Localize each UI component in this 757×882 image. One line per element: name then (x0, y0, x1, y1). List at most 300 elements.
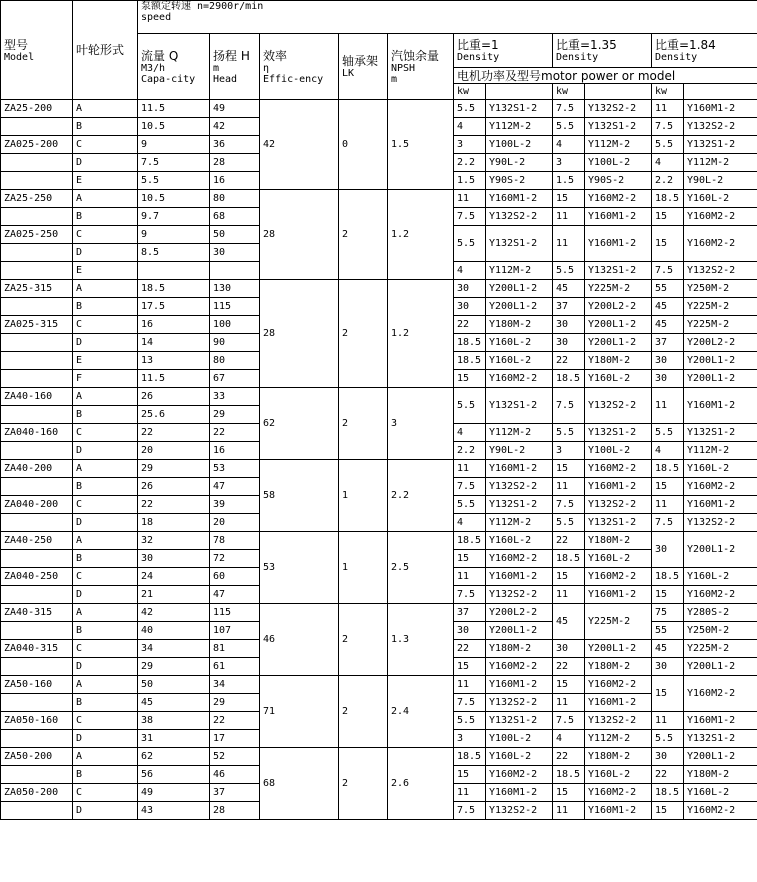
motor1-cell: Y112M-2 (486, 514, 553, 532)
motor2-cell: Y100L-2 (585, 154, 652, 172)
impeller-cell: B (73, 406, 138, 424)
kw2-cell: 18.5 (553, 766, 585, 784)
impeller-cell: B (73, 298, 138, 316)
efficiency-cell: 62 (260, 388, 339, 460)
model-cell (1, 802, 73, 820)
table-row (1, 460, 757, 478)
kw3-cell: 5.5 (652, 424, 684, 442)
motor1-cell: Y112M-2 (486, 262, 553, 280)
impeller-cell: E (73, 172, 138, 190)
motor2-cell: Y160L-2 (585, 370, 652, 388)
head-cell: 61 (210, 658, 260, 676)
kw2-cell: 5.5 (553, 118, 585, 136)
flow-cell: 8.5 (138, 244, 210, 262)
kw2-cell: 3 (553, 442, 585, 460)
model-cell (1, 622, 73, 640)
motor3-cell: Y160M1-2 (684, 496, 757, 514)
kw2-cell: 7.5 (553, 388, 585, 424)
efficiency-cell: 46 (260, 604, 339, 676)
kw2-cell: 15 (553, 460, 585, 478)
kw3-cell: 15 (652, 208, 684, 226)
flow-cell: 9 (138, 226, 210, 244)
model-cell: ZA040-250 (1, 568, 73, 586)
kw1-cell: 4 (454, 424, 486, 442)
head-cell: 16 (210, 442, 260, 460)
kw3-cell: 15 (652, 478, 684, 496)
impeller-cell: C (73, 136, 138, 154)
kw2-cell: 11 (553, 208, 585, 226)
motor2-cell: Y160M2-2 (585, 784, 652, 802)
motor2-cell: Y90S-2 (585, 172, 652, 190)
head-cell: 16 (210, 172, 260, 190)
motor2-cell: Y225M-2 (585, 280, 652, 298)
efficiency-cell: 53 (260, 532, 339, 604)
motor1-cell: Y200L1-2 (486, 622, 553, 640)
model-header-cn: 型号 (4, 37, 29, 52)
motor1-cell: Y112M-2 (486, 424, 553, 442)
model-cell: ZA40-315 (1, 604, 73, 622)
model-header-en: Model (4, 51, 35, 63)
kw3-cell: 2.2 (652, 172, 684, 190)
motor3-cell: Y132S1-2 (684, 424, 757, 442)
npsh-cell: 1.3 (388, 604, 454, 676)
kw2-cell: 11 (553, 226, 585, 262)
impeller-cell: A (73, 190, 138, 208)
kw3-cell: 15 (652, 226, 684, 262)
flow-cell: 7.5 (138, 154, 210, 172)
kw2-cell: 1.5 (553, 172, 585, 190)
motor2-cell: Y180M-2 (585, 658, 652, 676)
head-cell: 80 (210, 190, 260, 208)
kw3-cell: 7.5 (652, 118, 684, 136)
head-cell: 22 (210, 712, 260, 730)
motor3-cell: Y225M-2 (684, 316, 757, 334)
kw3-cell: 18.5 (652, 190, 684, 208)
flow-cell: 62 (138, 748, 210, 766)
motor3-cell: Y200L1-2 (684, 352, 757, 370)
kw1-cell: 11 (454, 460, 486, 478)
motor3-cell: Y160M1-2 (684, 388, 757, 424)
table-body (1, 100, 757, 820)
kw1-cell: 7.5 (454, 802, 486, 820)
model-cell: ZA040-200 (1, 496, 73, 514)
motor2-cell: Y160M1-2 (585, 478, 652, 496)
impeller-cell: D (73, 154, 138, 172)
head-cell: 115 (210, 298, 260, 316)
kw1-cell: 22 (454, 640, 486, 658)
kw3-cell: 4 (652, 442, 684, 460)
motor1-cell: Y132S2-2 (486, 478, 553, 496)
motor2-cell: Y132S1-2 (585, 262, 652, 280)
bearing-cell: 2 (339, 748, 388, 820)
model-cell: ZA25-200 (1, 100, 73, 118)
head-cell: 47 (210, 586, 260, 604)
motor3-cell: Y112M-2 (684, 154, 757, 172)
model-header (1, 1, 73, 100)
motor3-cell: Y160L-2 (684, 784, 757, 802)
flow-header: 流量 Q M3/h Capa-city (138, 34, 210, 100)
kw3-cell: 5.5 (652, 136, 684, 154)
kw3-cell: 75 (652, 604, 684, 622)
motor2-cell: Y200L2-2 (585, 298, 652, 316)
motor1-cell: Y160L-2 (486, 334, 553, 352)
kw1-cell: 5.5 (454, 226, 486, 262)
impeller-cell: C (73, 640, 138, 658)
motor3-cell: Y225M-2 (684, 298, 757, 316)
motor1-cell: Y132S1-2 (486, 226, 553, 262)
kw2-cell: 7.5 (553, 100, 585, 118)
flow-cell: 50 (138, 676, 210, 694)
flow-cell: 40 (138, 622, 210, 640)
motor1-cell: Y160L-2 (486, 532, 553, 550)
model-cell (1, 658, 73, 676)
table-row (1, 676, 757, 694)
kw1-cell: 15 (454, 658, 486, 676)
motor2-cell: Y132S1-2 (585, 514, 652, 532)
kw3-cell: 30 (652, 748, 684, 766)
impeller-cell: B (73, 694, 138, 712)
head-cell: 30 (210, 244, 260, 262)
motor1-cell: Y90S-2 (486, 172, 553, 190)
motor3-cell: Y160M2-2 (684, 586, 757, 604)
flow-cell: 17.5 (138, 298, 210, 316)
impeller-cell: D (73, 658, 138, 676)
head-cell: 115 (210, 604, 260, 622)
model-cell (1, 298, 73, 316)
kw1-cell: 11 (454, 784, 486, 802)
head-cell: 47 (210, 478, 260, 496)
kw3-cell: 30 (652, 370, 684, 388)
motor2-cell: Y112M-2 (585, 730, 652, 748)
motor3-cell: Y225M-2 (684, 640, 757, 658)
kw2-cell: 7.5 (553, 712, 585, 730)
bearing-cell: 2 (339, 190, 388, 280)
motor1-cell: Y100L-2 (486, 136, 553, 154)
flow-cell: 43 (138, 802, 210, 820)
motor3-cell: Y200L1-2 (684, 748, 757, 766)
motor1-cell: Y180M-2 (486, 316, 553, 334)
flow-cell: 10.5 (138, 118, 210, 136)
kw1-cell: 30 (454, 280, 486, 298)
kw1-cell: 15 (454, 766, 486, 784)
kw2-cell: 5.5 (553, 262, 585, 280)
model-cell (1, 370, 73, 388)
head-cell: 78 (210, 532, 260, 550)
model-header-1 (486, 84, 553, 100)
motor2-cell: Y132S2-2 (585, 100, 652, 118)
motor3-cell: Y160M1-2 (684, 712, 757, 730)
efficiency-cell: 58 (260, 460, 339, 532)
model-cell (1, 352, 73, 370)
motor1-cell: Y132S2-2 (486, 586, 553, 604)
kw1-cell: 18.5 (454, 352, 486, 370)
kw2-cell: 22 (553, 748, 585, 766)
efficiency-cell: 71 (260, 676, 339, 748)
impeller-cell: A (73, 460, 138, 478)
motor3-cell: Y132S2-2 (684, 262, 757, 280)
npsh-cell: 2.6 (388, 748, 454, 820)
motor3-cell: Y132S1-2 (684, 730, 757, 748)
impeller-cell: C (73, 496, 138, 514)
kw3-cell: 15 (652, 802, 684, 820)
kw3-cell: 15 (652, 586, 684, 604)
motor1-cell: Y132S1-2 (486, 388, 553, 424)
motor2-cell: Y160M1-2 (585, 208, 652, 226)
kw1-cell: 3 (454, 136, 486, 154)
flow-cell: 9.7 (138, 208, 210, 226)
motor2-cell: Y132S1-2 (585, 424, 652, 442)
kw-header-1: kw (454, 84, 486, 100)
motor3-cell: Y132S2-2 (684, 118, 757, 136)
kw3-cell: 15 (652, 676, 684, 712)
impeller-cell: A (73, 100, 138, 118)
motor3-cell: Y200L1-2 (684, 532, 757, 568)
kw2-cell: 11 (553, 694, 585, 712)
model-cell (1, 730, 73, 748)
kw1-cell: 7.5 (454, 586, 486, 604)
impeller-cell: C (73, 424, 138, 442)
motor1-cell: Y160L-2 (486, 748, 553, 766)
motor1-cell: Y160M1-2 (486, 784, 553, 802)
motor2-cell: Y160L-2 (585, 766, 652, 784)
motor3-cell: Y160M2-2 (684, 676, 757, 712)
motor2-cell: Y160M1-2 (585, 226, 652, 262)
kw2-cell: 3 (553, 154, 585, 172)
kw3-cell: 37 (652, 334, 684, 352)
motor1-cell: Y132S2-2 (486, 802, 553, 820)
kw1-cell: 4 (454, 262, 486, 280)
kw3-cell: 55 (652, 280, 684, 298)
model-cell (1, 244, 73, 262)
model-cell (1, 154, 73, 172)
motor2-cell: Y200L1-2 (585, 334, 652, 352)
kw2-cell: 22 (553, 658, 585, 676)
head-cell: 130 (210, 280, 260, 298)
head-cell: 81 (210, 640, 260, 658)
model-cell: ZA025-250 (1, 226, 73, 244)
model-cell (1, 118, 73, 136)
flow-cell: 10.5 (138, 190, 210, 208)
motor1-cell: Y160M2-2 (486, 550, 553, 568)
impeller-cell: B (73, 622, 138, 640)
impeller-cell: B (73, 118, 138, 136)
kw2-cell: 5.5 (553, 424, 585, 442)
impeller-cell: D (73, 586, 138, 604)
motor3-cell: Y200L1-2 (684, 370, 757, 388)
head-cell: 68 (210, 208, 260, 226)
impeller-cell: D (73, 802, 138, 820)
kw3-cell: 11 (652, 712, 684, 730)
motor2-cell: Y132S2-2 (585, 496, 652, 514)
table-row (1, 190, 757, 208)
kw1-cell: 7.5 (454, 694, 486, 712)
kw1-cell: 18.5 (454, 748, 486, 766)
kw3-cell: 45 (652, 640, 684, 658)
impeller-cell: B (73, 208, 138, 226)
flow-cell: 56 (138, 766, 210, 784)
flow-cell: 16 (138, 316, 210, 334)
motor2-cell: Y180M-2 (585, 352, 652, 370)
kw2-cell: 30 (553, 334, 585, 352)
table-row (1, 280, 757, 298)
table-row (1, 100, 757, 118)
kw1-cell: 11 (454, 676, 486, 694)
kw2-cell: 18.5 (553, 550, 585, 568)
impeller-cell: A (73, 748, 138, 766)
motor3-cell: Y160M2-2 (684, 478, 757, 496)
head-cell: 29 (210, 406, 260, 424)
kw2-cell: 15 (553, 190, 585, 208)
impeller-cell: C (73, 226, 138, 244)
flow-cell: 26 (138, 478, 210, 496)
kw1-cell: 30 (454, 622, 486, 640)
motor1-cell: Y132S2-2 (486, 208, 553, 226)
motor2-cell: Y160M2-2 (585, 190, 652, 208)
kw3-cell: 30 (652, 658, 684, 676)
impeller-cell: B (73, 478, 138, 496)
model-cell: ZA050-160 (1, 712, 73, 730)
motor1-cell: Y132S1-2 (486, 712, 553, 730)
model-cell (1, 442, 73, 460)
kw2-cell: 15 (553, 568, 585, 586)
motor2-cell: Y160M1-2 (585, 586, 652, 604)
kw3-cell: 18.5 (652, 784, 684, 802)
flow-cell: 30 (138, 550, 210, 568)
table-row (1, 604, 757, 622)
head-cell (210, 262, 260, 280)
kw2-cell: 22 (553, 352, 585, 370)
efficiency-cell: 28 (260, 280, 339, 388)
npsh-cell: 2.5 (388, 532, 454, 604)
kw-header-3: kw (652, 84, 684, 100)
motor2-cell: Y160M2-2 (585, 460, 652, 478)
kw2-cell: 11 (553, 802, 585, 820)
model-cell (1, 514, 73, 532)
flow-cell: 26 (138, 388, 210, 406)
motor3-cell: Y200L1-2 (684, 658, 757, 676)
kw1-cell: 5.5 (454, 712, 486, 730)
impeller-cell: C (73, 784, 138, 802)
head-cell: 107 (210, 622, 260, 640)
kw3-cell: 18.5 (652, 460, 684, 478)
kw3-cell: 22 (652, 766, 684, 784)
model-cell: ZA40-160 (1, 388, 73, 406)
motor3-cell: Y112M-2 (684, 442, 757, 460)
flow-cell: 32 (138, 532, 210, 550)
flow-cell: 24 (138, 568, 210, 586)
motor3-cell: Y160M1-2 (684, 100, 757, 118)
npsh-cell: 2.4 (388, 676, 454, 748)
kw3-cell: 7.5 (652, 514, 684, 532)
flow-cell: 45 (138, 694, 210, 712)
model-cell: ZA040-315 (1, 640, 73, 658)
model-cell: ZA40-200 (1, 460, 73, 478)
speed-header-line1: 泵额定转速 n=2900r/min (141, 1, 264, 12)
flow-cell: 5.5 (138, 172, 210, 190)
motor3-cell: Y280S-2 (684, 604, 757, 622)
kw2-cell: 7.5 (553, 496, 585, 514)
motor2-cell: Y160M1-2 (585, 802, 652, 820)
motor1-cell: Y160L-2 (486, 352, 553, 370)
model-cell: ZA50-200 (1, 748, 73, 766)
kw3-cell: 45 (652, 298, 684, 316)
speed-header (138, 1, 757, 34)
kw-header-2: kw (553, 84, 585, 100)
impeller-cell: D (73, 514, 138, 532)
motor2-cell: Y225M-2 (585, 604, 652, 640)
impeller-cell: A (73, 532, 138, 550)
motor1-cell: Y90L-2 (486, 154, 553, 172)
flow-cell: 22 (138, 424, 210, 442)
flow-cell: 34 (138, 640, 210, 658)
flow-cell: 14 (138, 334, 210, 352)
flow-cell: 25.6 (138, 406, 210, 424)
motor2-cell: Y180M-2 (585, 532, 652, 550)
kw1-cell: 37 (454, 604, 486, 622)
head-cell: 67 (210, 370, 260, 388)
kw2-cell: 11 (553, 478, 585, 496)
motor1-cell: Y100L-2 (486, 730, 553, 748)
model-cell (1, 406, 73, 424)
kw2-cell: 22 (553, 532, 585, 550)
flow-cell: 11.5 (138, 370, 210, 388)
model-cell: ZA050-200 (1, 784, 73, 802)
head-cell: 60 (210, 568, 260, 586)
kw3-cell: 4 (652, 154, 684, 172)
motor1-cell: Y180M-2 (486, 640, 553, 658)
head-cell: 42 (210, 118, 260, 136)
flow-cell: 29 (138, 658, 210, 676)
kw1-cell: 5.5 (454, 388, 486, 424)
motor3-cell: Y160M2-2 (684, 208, 757, 226)
motor1-cell: Y200L1-2 (486, 280, 553, 298)
bearing-cell: 2 (339, 280, 388, 388)
table-row (1, 748, 757, 766)
model-cell (1, 478, 73, 496)
motor1-cell: Y200L1-2 (486, 298, 553, 316)
flow-cell (138, 262, 210, 280)
motor2-cell: Y112M-2 (585, 136, 652, 154)
impeller-cell: C (73, 568, 138, 586)
model-cell (1, 334, 73, 352)
model-cell (1, 586, 73, 604)
model-cell (1, 766, 73, 784)
motor3-cell: Y250M-2 (684, 622, 757, 640)
kw2-cell: 30 (553, 640, 585, 658)
kw2-cell: 15 (553, 676, 585, 694)
flow-cell: 20 (138, 442, 210, 460)
head-cell: 50 (210, 226, 260, 244)
kw3-cell: 5.5 (652, 730, 684, 748)
impeller-cell: C (73, 712, 138, 730)
impeller-header: 叶轮形式 (73, 1, 138, 100)
kw1-cell: 1.5 (454, 172, 486, 190)
head-cell: 36 (210, 136, 260, 154)
kw1-cell: 30 (454, 298, 486, 316)
kw1-cell: 3 (454, 730, 486, 748)
impeller-cell: A (73, 280, 138, 298)
head-cell: 17 (210, 730, 260, 748)
head-cell: 20 (210, 514, 260, 532)
head-cell: 29 (210, 694, 260, 712)
head-cell: 28 (210, 802, 260, 820)
motor2-cell: Y100L-2 (585, 442, 652, 460)
kw1-cell: 7.5 (454, 478, 486, 496)
motor1-cell: Y132S2-2 (486, 694, 553, 712)
kw1-cell: 18.5 (454, 334, 486, 352)
impeller-cell: A (73, 388, 138, 406)
impeller-cell: B (73, 766, 138, 784)
